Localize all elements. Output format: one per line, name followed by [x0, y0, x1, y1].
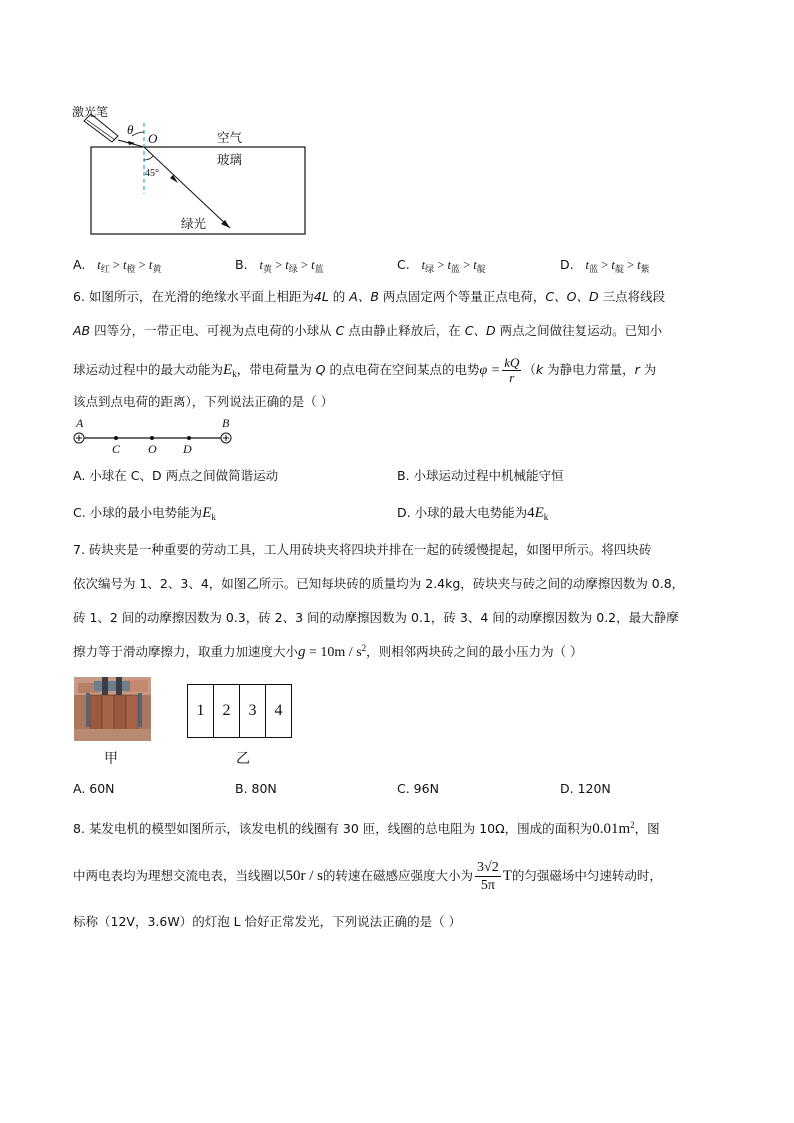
- q6-option-a[interactable]: A. 小球在 C、D 两点之间做简谐运动: [73, 468, 279, 483]
- o-label: O: [148, 131, 158, 146]
- q7-option-c[interactable]: C. 96N: [397, 781, 439, 796]
- green-light-label: 绿光: [181, 216, 207, 231]
- q6-option-b[interactable]: B. 小球运动过程中机械能守恒: [397, 468, 564, 483]
- q7-option-a[interactable]: A. 60N: [73, 781, 115, 796]
- q5-option-d[interactable]: D. $t_蓝 > t_靛 > t_紫$: [560, 257, 650, 275]
- q6-line-1: 6. 如图所示，在光滑的绝缘水平面上相距为4L 的 A、B 两点固定两个等量正点电荷，C、O、D 三点将线段: [73, 289, 666, 304]
- glass-label: 玻璃: [217, 152, 243, 167]
- brick-3: 3: [240, 685, 266, 738]
- q7-option-d[interactable]: D. 120N: [560, 781, 611, 796]
- potential-fraction: $\frac{kQ}{r}$: [504, 355, 520, 385]
- q8-line-2: 中两电表均为理想交流电表，当线圈以50r / s的转速在磁感应强度大小为 $\frac{3√2}{5\pi}$ T的匀强磁场中匀速转动时，: [73, 860, 662, 893]
- brick-diagram: [187, 684, 292, 738]
- label-c: C: [112, 442, 121, 456]
- label-b: B: [222, 416, 230, 430]
- q5-option-a[interactable]: A. $t_红 > t_橙 > t_黄$: [73, 257, 162, 275]
- q6-line-2: AB 四等分，一带正电、可视为点电荷的小球从 C 点由静止释放后，在 C、D 两点之间做往复运动。已知小: [73, 323, 663, 338]
- label-o: O: [148, 442, 157, 456]
- q6-option-d[interactable]: D. 小球的最大电势能为$4E_k$: [397, 505, 549, 522]
- q7-line-3: 砖 1、2 间的动摩擦因数为 0.3，砖 2、3 间的动摩擦因数为 0.1，砖 3、4 间的动摩擦因数为 0.2，最大静摩: [73, 610, 679, 625]
- caption-yi: 乙: [236, 751, 250, 767]
- q7-option-b[interactable]: B. 80N: [235, 781, 277, 796]
- air-label: 空气: [217, 130, 243, 145]
- brick-tongs-photo: [74, 677, 151, 741]
- label-d: D: [183, 442, 192, 456]
- laser-label: 激光笔: [72, 105, 109, 119]
- brick-4: 4: [266, 685, 292, 738]
- q7-line-2: 依次编号为 1、2、3、4，如图乙所示。已知每块砖的质量均为 2.4kg，砖块夹与砖之间的动摩擦因数为 0.8，: [73, 576, 685, 591]
- point-c: [114, 436, 118, 440]
- q6-option-c[interactable]: C. 小球的最小电势能为$E_k$: [73, 505, 216, 522]
- refracted-arrow: [170, 175, 178, 183]
- q8-line-3: 标称（12V，3.6W）的灯泡 L 恰好正常发光，下列说法正确的是（ ）: [73, 914, 462, 929]
- q5-option-b[interactable]: B. $t_黄 > t_绿 > t_蓝$: [235, 257, 324, 275]
- point-o: [150, 436, 154, 440]
- brick-2: 2: [214, 685, 240, 738]
- q7-line-4: 擦力等于滑动摩擦力，取重力加速度大小$g = 10m / s^2$，则相邻两块砖之间的最小压力为（ ）: [73, 643, 583, 660]
- theta-label: θ: [127, 122, 134, 137]
- angle-label: 45°: [145, 168, 159, 179]
- caption-jia: 甲: [104, 751, 118, 767]
- q6-line-3: 球运动过程中的最大动能为$E_k$，带电荷量为 Q 的点电荷在空间某点的电势φ = $\frac{kQ}{r}$ （k 为静电力常量，r 为: [73, 355, 657, 385]
- q5-option-c[interactable]: C. $t_绿 > t_蓝 > t_靛$: [397, 257, 486, 275]
- label-a: A: [76, 416, 84, 430]
- q8-line-1: 8. 某发电机的模型如图所示，该发电机的线圈有 30 匝，线圈的总电阻为 10Ω，围成的面积为$0.01m^2$，图: [73, 820, 660, 837]
- point-d: [187, 436, 191, 440]
- brick-1: 1: [188, 685, 214, 738]
- q7-line-1: 7. 砖块夹是一种重要的劳动工具，工人用砖块夹将四块并排在一起的砖缓慢提起，如图甲所示。将四块砖: [73, 542, 652, 557]
- field-fraction: $\frac{3√2}{5\pi}$: [477, 860, 499, 893]
- q6-line-4: 该点到点电荷的距离），下列说法正确的是（ ）: [73, 394, 334, 409]
